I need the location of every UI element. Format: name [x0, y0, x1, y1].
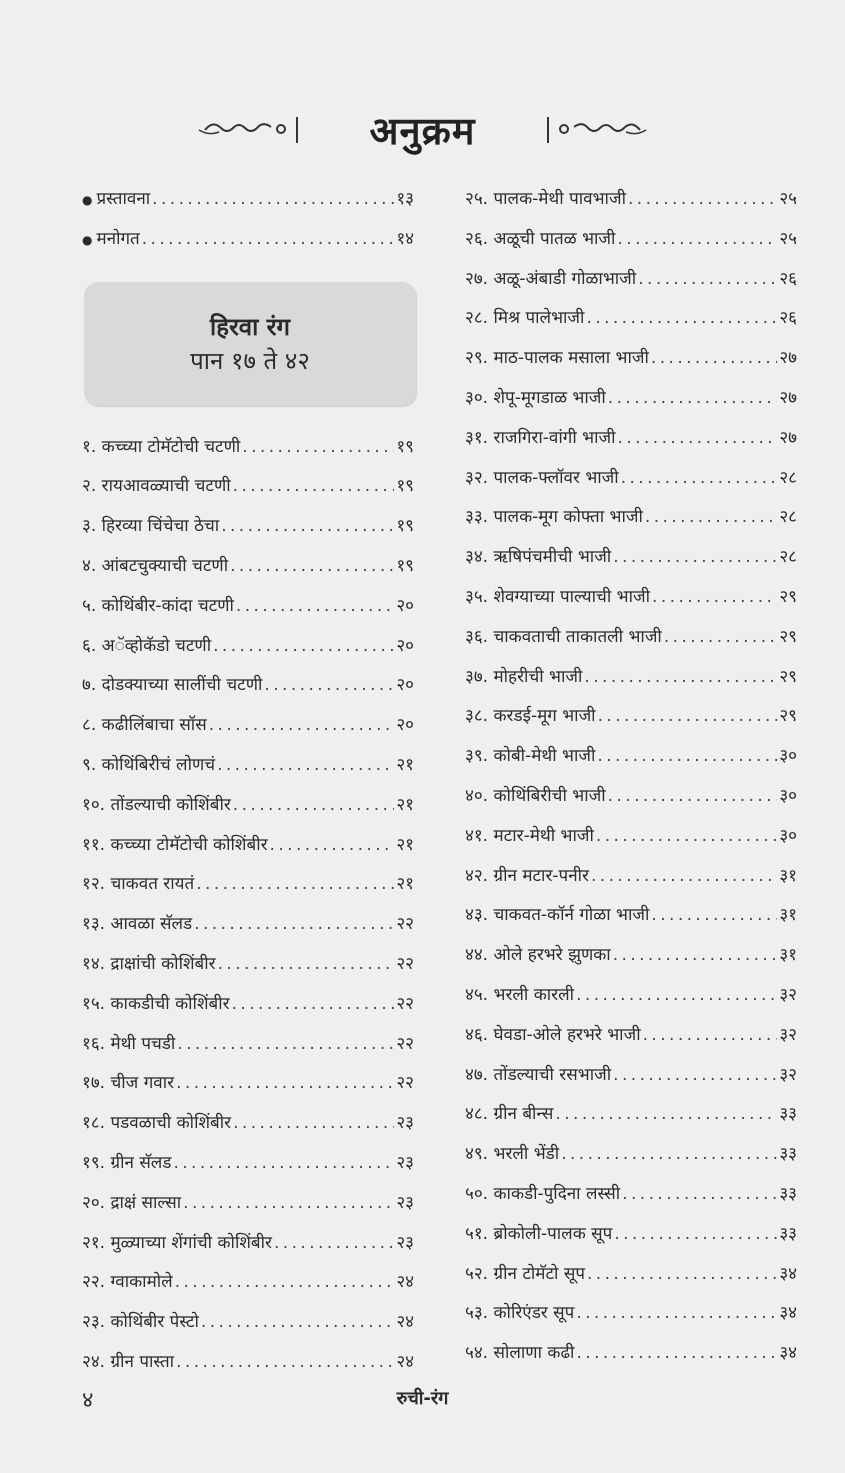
dot-leader: [596, 817, 777, 857]
entry-page-number: २४: [396, 1312, 414, 1333]
entry-page-number: २८: [779, 467, 797, 488]
entry-title: ५२. ग्रीन टोमॅटो सूप: [465, 1263, 585, 1284]
dot-leader: [617, 220, 777, 260]
entry-title: २२. ग्वाकामोले: [82, 1272, 173, 1293]
toc-entry: [465, 180, 797, 220]
entry-title: ५४. सोलाणा कढी: [465, 1343, 575, 1364]
entry-page-number: ३२: [779, 1064, 797, 1085]
toc-entry: [465, 976, 797, 1016]
entry-page-number: २९: [779, 586, 797, 607]
page-number: ४: [82, 1388, 94, 1413]
dot-leader: [576, 1294, 777, 1334]
entry-title: प्रस्तावना: [96, 189, 151, 209]
toc-entry: [82, 1064, 414, 1104]
entry-page-number: २६: [779, 308, 797, 329]
entry-page-number: ३२: [779, 984, 797, 1005]
entry-title: ४१. मटार-मेथी भाजी: [465, 825, 594, 846]
dot-leader: [218, 945, 395, 985]
entry-page-number: ३४: [779, 1263, 797, 1284]
dot-leader: [643, 1016, 778, 1056]
entry-title: १३. आवळा सॅलड: [82, 914, 193, 935]
entry-title: ३२. पालक-फ्लॉवर भाजी: [465, 467, 619, 488]
entry-page-number: २७: [779, 348, 797, 369]
entry-page-number: २८: [779, 507, 797, 528]
toc-entry: [465, 379, 797, 419]
running-footer-title: रुची-रंग: [396, 1388, 449, 1409]
entry-title: १. कच्च्या टोमॅटोची चटणी: [82, 436, 241, 457]
page-title: अनुक्रम: [369, 109, 476, 153]
right-column: [465, 180, 797, 1374]
entry-title: ११. कच्च्या टोमॅटोची कोशिंबीर: [82, 834, 268, 855]
toc-entry: [465, 1095, 797, 1135]
dot-leader: [213, 627, 394, 667]
toc-entry: [82, 945, 414, 985]
entry-title: ४३. चाकवत-कॉर्न गोळा भाजी: [465, 905, 650, 926]
entry-page-number: २९: [779, 666, 797, 687]
toc-entry: [465, 618, 797, 658]
dot-leader: [177, 1025, 394, 1065]
toc-entry: [465, 1215, 797, 1255]
entry-title: २०. द्राक्षं साल्सा: [82, 1192, 182, 1213]
toc-entry: [82, 627, 414, 667]
entry-page-number: २४: [396, 1272, 414, 1293]
entry-page-number: २४: [396, 1351, 414, 1372]
toc-entry: [82, 1025, 414, 1065]
entry-page-number: २७: [779, 387, 797, 408]
entry-page-number: २०: [396, 715, 414, 736]
entry-page-number: ३१: [779, 905, 797, 926]
entry-page-number: २१: [396, 754, 414, 775]
entry-page-number: १९: [396, 476, 414, 497]
entry-title: २५. पालक-मेथी पावभाजी: [465, 189, 626, 209]
section-box: [84, 282, 416, 406]
entry-title: ४७. तोंडल्याची रसभाजी: [465, 1064, 612, 1085]
entry-title: २४. ग्रीन पास्ता: [82, 1351, 175, 1372]
entry-page-number: ३४: [779, 1343, 797, 1364]
toc-entry: [82, 786, 414, 826]
toc-entry: [82, 985, 414, 1025]
entry-title: १२. चाकवत रायतं: [82, 874, 195, 895]
entry-title: ३. हिरव्या चिंचेचा ठेचा: [82, 516, 220, 537]
left-column: [82, 180, 414, 1383]
entry-title: ४५. भरली कारली: [465, 984, 575, 1005]
entry-page-number: २०: [396, 675, 414, 696]
entry-page-number: ३१: [779, 865, 797, 886]
toc-entry: [465, 260, 797, 300]
dot-leader: [274, 1224, 394, 1264]
entry-page-number: २१: [396, 794, 414, 815]
entry-page-number: २९: [779, 706, 797, 727]
entry-title: ४२. ग्रीन मटार-पनीर: [465, 865, 589, 886]
dot-leader: [613, 538, 777, 578]
dot-leader: [651, 339, 777, 379]
dot-leader: [597, 737, 777, 777]
dot-leader: [584, 658, 777, 698]
dot-leader: [233, 786, 395, 826]
toc-entry: [82, 1184, 414, 1224]
entry-page-number: २५: [779, 189, 797, 209]
dot-leader: [233, 467, 395, 507]
entry-title: ५३. कोरिएंडर सूप: [465, 1303, 575, 1324]
entry-title: ४८. ग्रीन बीन्स: [465, 1104, 554, 1125]
dot-leader: [555, 1095, 777, 1135]
toc-entry: [465, 459, 797, 499]
entry-page-number: २१: [396, 874, 414, 895]
dot-leader: [242, 428, 394, 468]
dot-leader: [652, 578, 777, 618]
toc-entry: [82, 905, 414, 945]
entry-page-number: २५: [779, 228, 797, 249]
entry-page-number: २२: [396, 1073, 414, 1094]
entry-page-number: २६: [779, 268, 797, 289]
toc-entry: [82, 1144, 414, 1184]
entry-title: ३६. चाकवताची ताकातली भाजी: [465, 626, 662, 647]
entry-title: २८. मिश्र पालेभाजी: [465, 308, 585, 329]
entry-page-number: २०: [396, 595, 414, 616]
entry-title: ५१. ब्रोकोली-पालक सूप: [465, 1223, 613, 1244]
toc-entry: [82, 1343, 414, 1383]
entry-title: ३४. ऋषिपंचमीची भाजी: [465, 547, 612, 568]
toc-entry: [82, 1263, 414, 1303]
toc-heading: [0, 100, 845, 160]
entry-title: २१. मुळ्याच्या शेंगांची कोशिंबीर: [82, 1232, 272, 1253]
toc-entry: [465, 578, 797, 618]
entry-title: २३. कोथिंबीर पेस्टो: [82, 1312, 199, 1333]
entry-title: ४९. भरली भेंडी: [465, 1144, 560, 1165]
entry-page-number: १४: [396, 228, 414, 249]
entry-title: १७. चीज गवार: [82, 1073, 175, 1094]
dot-leader: [201, 1303, 394, 1343]
entry-page-number: ३४: [779, 1303, 797, 1324]
entry-page-number: २३: [396, 1232, 414, 1253]
entry-page-number: २२: [396, 953, 414, 974]
dot-leader: [196, 865, 394, 905]
dot-leader: [645, 498, 777, 538]
entry-title: ३१. राजगिरा-वांगी भाजी: [465, 427, 616, 448]
entry-title: ४६. घेवडा-ओले हरभरे भाजी: [465, 1024, 641, 1045]
entry-page-number: ३३: [779, 1223, 797, 1244]
toc-entry: [465, 658, 797, 698]
dot-leader: [183, 1184, 394, 1224]
dot-leader: [209, 706, 395, 746]
toc-entry: [465, 857, 797, 897]
toc-entry: [82, 706, 414, 746]
entry-page-number: २१: [396, 834, 414, 855]
entry-page-number: १९: [396, 516, 414, 537]
dot-leader: [608, 379, 778, 419]
toc-entry: [82, 865, 414, 905]
entry-page-number: ३३: [779, 1144, 797, 1165]
toc-entry: [82, 547, 414, 587]
toc-entry: [465, 498, 797, 538]
dot-leader: [651, 896, 777, 936]
entry-page-number: ३०: [779, 785, 797, 806]
right-entry-list: [465, 180, 797, 1374]
section-page-range: पान १७ ते ४२: [190, 346, 310, 375]
toc-entry: [465, 697, 797, 737]
dot-leader: [608, 777, 778, 817]
entry-title: १९. ग्रीन सॅलड: [82, 1152, 172, 1173]
entry-title: ६. अॅव्होकॅडो चटणी: [82, 635, 212, 656]
toc-entry: [82, 666, 414, 706]
entry-page-number: १९: [396, 555, 414, 576]
entry-page-number: २३: [396, 1152, 414, 1173]
dot-leader: [233, 1104, 394, 1144]
dot-leader: [613, 1056, 777, 1096]
entry-page-number: २८: [779, 547, 797, 568]
entry-title: २. रायआवळ्याची चटणी: [82, 476, 231, 497]
entry-title: २७. अळू-अंबाडी गोळाभाजी: [465, 268, 637, 289]
entry-title: ३५. शेवग्याच्या पाल्याची भाजी: [465, 586, 651, 607]
toc-entry: [465, 737, 797, 777]
entry-page-number: २२: [396, 1033, 414, 1054]
toc-entry: [465, 777, 797, 817]
entry-title: ८. कढीलिंबाचा सॉस: [82, 715, 207, 736]
entry-title: १०. तोंडल्याची कोशिंबीर: [82, 794, 231, 815]
entry-title: १५. काकडीची कोशिंबीर: [82, 993, 230, 1014]
entry-title: मनोगत: [96, 228, 140, 249]
entry-title: १६. मेथी पचडी: [82, 1033, 176, 1054]
toc-entry: [465, 817, 797, 857]
entry-page-number: ३३: [779, 1104, 797, 1125]
entry-page-number: ३०: [779, 825, 797, 846]
bullet-icon: ●: [82, 232, 93, 247]
dot-leader: [598, 697, 778, 737]
dot-leader: [270, 826, 395, 866]
toc-entry: [465, 1294, 797, 1334]
entry-title: ५. कोथिंबीर-कांदा चटणी: [82, 595, 234, 616]
entry-title: ३९. कोबी-मेथी भाजी: [465, 746, 596, 767]
toc-entry: [82, 587, 414, 627]
entry-title: ३३. पालक-मूग कोफ्ता भाजी: [465, 507, 643, 528]
toc-entry: [465, 220, 797, 260]
toc-entry: [465, 1056, 797, 1096]
toc-entry: [82, 746, 414, 786]
entry-page-number: ३०: [779, 746, 797, 767]
dot-leader: [176, 1064, 394, 1104]
dot-leader: [236, 587, 394, 627]
entry-page-number: २३: [396, 1192, 414, 1213]
dot-leader: [622, 1175, 777, 1215]
dot-leader: [176, 1343, 394, 1383]
entry-title: २९. माठ-पालक मसाला भाजी: [465, 348, 649, 369]
left-ornament-icon: [185, 115, 315, 145]
entry-page-number: ३२: [779, 1024, 797, 1045]
dot-leader: [221, 507, 394, 547]
entry-title: ४. आंबटचुक्याची चटणी: [82, 555, 229, 576]
dot-leader: [638, 260, 777, 300]
bullet-icon: ●: [82, 193, 93, 207]
toc-entry: [465, 936, 797, 976]
intro-list: [82, 180, 414, 260]
entry-title: १८. पडवळाची कोशिंबीर: [82, 1113, 232, 1134]
entry-title: ७. दोडक्याच्या सालींची चटणी: [82, 675, 263, 696]
entry-page-number: २०: [396, 635, 414, 656]
dot-leader: [194, 905, 394, 945]
entry-title: २६. अळूची पातळ भाजी: [465, 228, 616, 249]
toc-entry: [82, 180, 414, 220]
toc-entry: [82, 1224, 414, 1264]
dot-leader: [264, 666, 394, 706]
dot-leader: [576, 976, 777, 1016]
dot-leader: [664, 618, 777, 658]
entry-title: ३०. शेपू-मूगडाळ भाजी: [465, 387, 606, 408]
toc-entry: [465, 1016, 797, 1056]
right-ornament-icon: [530, 115, 660, 145]
entry-page-number: १९: [396, 436, 414, 457]
entry-page-number: १३: [396, 189, 414, 209]
toc-entry: [82, 1104, 414, 1144]
toc-entry: [82, 1303, 414, 1343]
entry-page-number: २३: [396, 1113, 414, 1134]
dot-leader: [618, 419, 778, 459]
entry-title: ९. कोथिंबिरीचं लोणचं: [82, 754, 216, 775]
entry-title: ५०. काकडी-पुदिना लस्सी: [465, 1183, 621, 1204]
dot-leader: [586, 299, 777, 339]
dot-leader: [230, 547, 394, 587]
toc-entry: [82, 826, 414, 866]
entry-page-number: २७: [779, 427, 797, 448]
entry-page-number: ३१: [779, 945, 797, 966]
dot-leader: [217, 746, 394, 786]
toc-entry: [465, 896, 797, 936]
entry-title: १४. द्राक्षांची कोशिंबीर: [82, 953, 216, 974]
entry-title: ४४. ओले हरभरे झुणका: [465, 945, 611, 966]
dot-leader: [614, 1215, 777, 1255]
toc-entry: [465, 1175, 797, 1215]
dot-leader: [621, 459, 778, 499]
dot-leader: [613, 936, 778, 976]
dot-leader: [591, 857, 777, 897]
entry-title: ३७. मोहरीची भाजी: [465, 666, 583, 687]
toc-entry: [465, 339, 797, 379]
entry-page-number: ३३: [779, 1183, 797, 1204]
entry-title: ४०. कोथिंबिरीची भाजी: [465, 785, 606, 806]
dot-leader: [587, 1255, 777, 1295]
toc-entry: [465, 1255, 797, 1295]
left-entry-list: [82, 428, 414, 1383]
toc-entry: [465, 419, 797, 459]
dot-leader: [628, 180, 777, 220]
dot-leader: [152, 180, 394, 220]
dot-leader: [142, 220, 395, 260]
entry-page-number: २२: [396, 914, 414, 935]
toc-entry: [465, 1135, 797, 1175]
toc-entry: [82, 220, 414, 260]
entry-page-number: २२: [396, 993, 414, 1014]
toc-entry: [465, 299, 797, 339]
toc-entry: [465, 538, 797, 578]
toc-entry: [465, 1334, 797, 1374]
dot-leader: [561, 1135, 777, 1175]
section-title: हिरवा रंग: [209, 312, 291, 341]
entry-page-number: २९: [779, 626, 797, 647]
dot-leader: [175, 1263, 395, 1303]
dot-leader: [576, 1334, 777, 1374]
dot-leader: [232, 985, 395, 1025]
dot-leader: [173, 1144, 394, 1184]
entry-title: ३८. करडई-मूग भाजी: [465, 706, 596, 727]
toc-entry: [82, 507, 414, 547]
toc-entry: [82, 428, 414, 468]
toc-entry: [82, 467, 414, 507]
